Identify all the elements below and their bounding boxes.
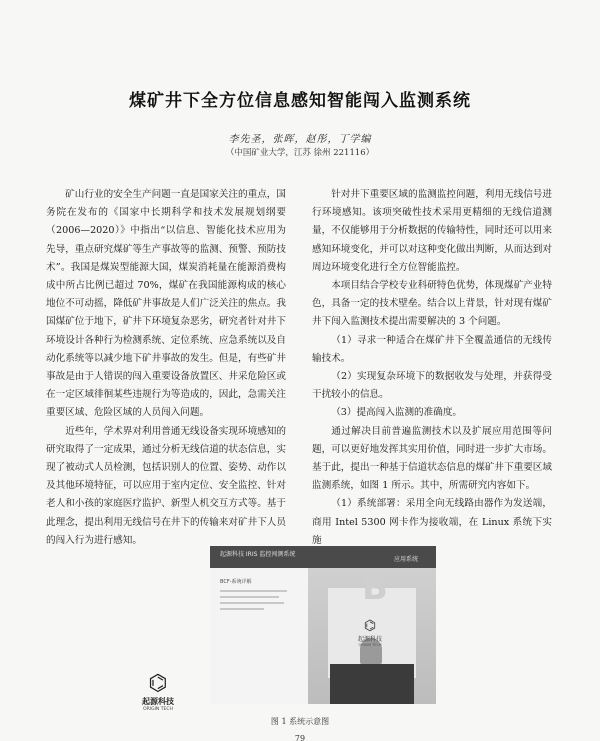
figure-left-panel (210, 568, 308, 704)
page-number: 79 (294, 734, 306, 741)
authors: 李先圣，张晖，赵彤，丁学编 (228, 134, 372, 145)
figure-panel-label: BCF-系统详解 (220, 579, 252, 585)
paragraph: （1）寻求一种适合在煤矿井下全覆盖通信的无线传输技术。 (312, 334, 552, 364)
figure-large-logo (128, 672, 188, 712)
paragraph: （2）实现复杂环境下的数据收发与处理，并获得受干扰较小的信息。 (312, 371, 552, 401)
logo-en: ORIGIN TECH (358, 643, 382, 647)
figure-desk (330, 664, 414, 704)
right-column (312, 186, 552, 550)
figure-header-right: 应用系统 (393, 556, 418, 563)
figure-photo (308, 568, 436, 704)
logo-icon: ⌬ (148, 671, 168, 696)
paragraph: 针对井下重要区域的监测监控问题，利用无线信号进行环境感知。该项突破性技术采用更精细的无线信道测量，不仅能够用于分析数据的传输特性，同时还可以用来感知环境变化，并可以对这种变化做出判断，从而达到对周边环境变化进行全方位智能监控。 (312, 189, 552, 273)
logo-cn: 起源科技 (357, 636, 382, 643)
logo-cn: 起源科技 (142, 697, 174, 706)
paragraph: （1）系统部署：采用全向无线路由器作为发送端，商用 Intel 5300 网卡作为接收端，在 Linux 系统下实施 (312, 498, 552, 546)
figure-small-logo (342, 618, 398, 647)
logo-icon: ⌬ (363, 618, 377, 634)
figure-1-image (210, 546, 436, 704)
paragraph: 近些年，学术界对利用普通无线设备实现环境感知的研究取得了一定成果，通过分析无线信道的状态信息，实现了被动式人员检测，包括识别人的位置、姿势、动作以及其他环境特征，可以应用于室内定位、安全监控、针对老人和小孩的家庭医疗监护、新型人机交互方式等。基于此理念，提出利用无线信号在井下的传输来对矿井下人员的闯入行为进行感知。 (46, 425, 286, 546)
affiliation: （中国矿业大学，江苏 徐州 221116） (225, 148, 375, 158)
paper-title: 煤矿井下全方位信息感知智能闯入监测系统 (129, 91, 471, 111)
logo-en: ORIGIN TECH (143, 707, 173, 712)
paragraph: （3）提高闯入监测的准确度。 (331, 407, 463, 419)
figure-text-lines (220, 590, 294, 614)
left-column (46, 186, 286, 550)
figure-header-title: 起源科技 IRIS 监控闯测系统 (220, 551, 296, 558)
figure-brand-letter: B (362, 568, 388, 608)
paragraph: 本项目结合学校专业科研特色优势，体现煤矿产业特色，具备一定的技术壁垒。结合以上背景，针对现有煤矿井下闯入监测技术提出需要解决的 3 个问题。 (312, 280, 552, 328)
figure-header (210, 546, 436, 568)
paragraph: 通过解决目前普遍监测技术以及扩展应用范围等问题，可以更好地发挥其实用价值，同时进一步扩大市场。基于此，提出一种基于信道状态信息的煤矿井下重要区域监测系统，如图 1 所示。其中，所需研究内容如下。 (312, 425, 552, 492)
paragraph: 矿山行业的安全生产问题一直是国家关注的重点，国务院在发布的《国家中长期科学和技术发展规划纲要（2006—2020）》中指出“以信息、智能化技术应用为先导，重点研究煤矿等生产事故等的监测、预警、预防技术”。我国是煤炭型能源大国，煤炭消耗量在能源消费构成中所占比例已超过 70%，煤矿在我国能源构成的核心地位不可动摇，降低矿井事故是人们广泛关注的焦点。我国煤矿位于地下，矿井下环境复杂恶劣，研究者针对井下环境设计各种行为检测系统、定位系统、应急系统以及自动化系统等以减少地下矿井事故的发生。但是，有些矿井事故是由于人错误的闯入重要设备放置区、井采危险区或在一定区域徘徊某些违规行为等造成的，因此，急需关注重要区域、危险区域的人员闯入问题。 (46, 189, 286, 419)
figure-caption: 图 1 系统示意图 (270, 717, 330, 726)
